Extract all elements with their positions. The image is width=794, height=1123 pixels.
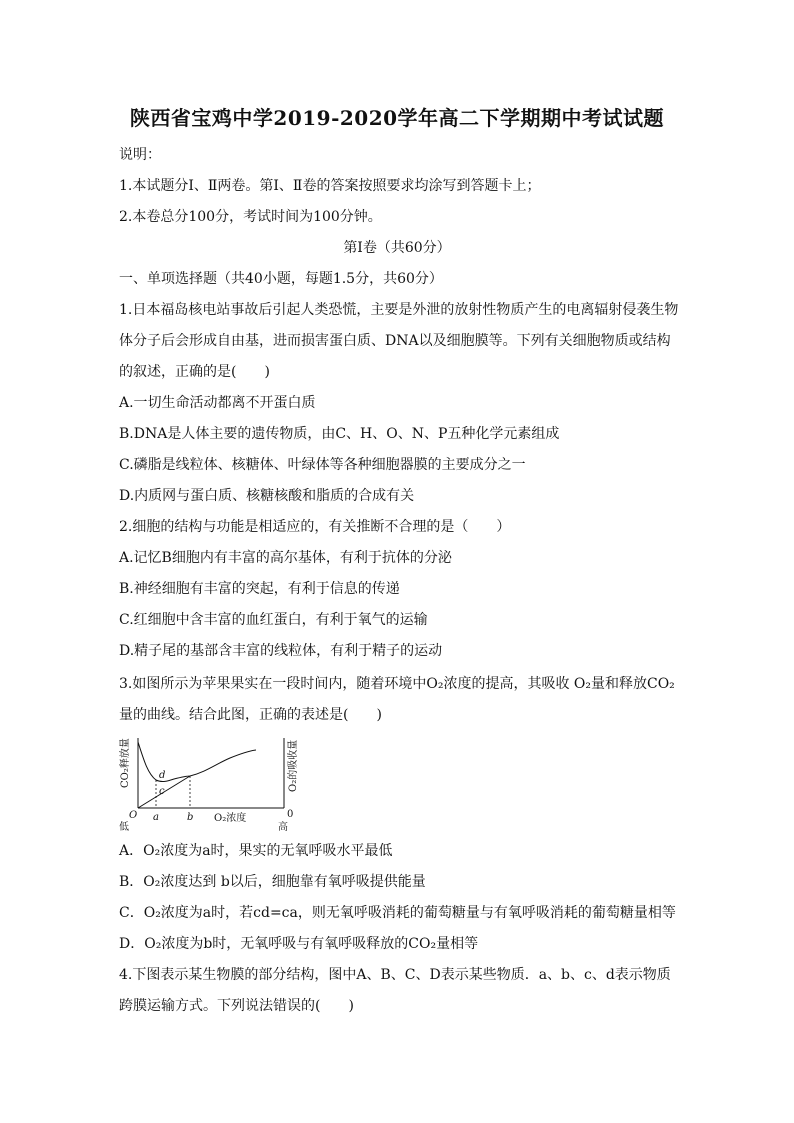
point-d-label: d — [159, 770, 166, 781]
question-1-stem-line-1: 1.日本福岛核电站事故后引起人类恐慌，主要是外泄的放射性物质产生的电离辐射侵袭生物 — [119, 302, 679, 318]
question-3-option-b: B．O₂浓度达到 b以后，细胞靠有氧呼吸提供能量 — [119, 874, 426, 890]
question-3-option-a: A．O₂浓度为a时，果实的无氧呼吸水平最低 — [119, 843, 393, 859]
y-right-label: O₂的吸收量 — [288, 739, 299, 792]
question-1-stem-line-2: 体分子后会形成自由基，进而损害蛋白质、DNA以及细胞膜等。下列有关细胞物质或结构 — [119, 333, 671, 349]
question-3-stem-line-2: 量的曲线。结合此图，正确的表述是( ) — [119, 707, 382, 723]
point-a-label: a — [153, 812, 159, 823]
question-4-stem-line-2: 跨膜运输方式。下列说法错误的( ) — [119, 998, 354, 1014]
question-2-option-b: B.神经细胞有丰富的突起，有利于信息的传递 — [119, 581, 400, 597]
question-2-option-a: A.记忆B细胞内有丰富的高尔基体，有利于抗体的分泌 — [119, 550, 452, 566]
high-label: 高 — [278, 822, 288, 833]
question-3-stem-line-1: 3.如图所示为苹果果实在一段时间内，随着环境中O₂浓度的提高，其吸收 O₂量和释放CO₂ — [119, 676, 675, 692]
page-title: 陕西省宝鸡中学2019-2020学年高二下学期期中考试试题 — [129, 106, 665, 130]
point-c-label: c — [159, 786, 165, 797]
question-3-option-d: D．O₂浓度为b时，无氧呼吸与有氧呼吸释放的CO₂量相等 — [119, 936, 479, 952]
y-left-label: CO₂释放量 — [120, 738, 131, 788]
volume-heading: 第Ⅰ卷（共60分） — [343, 240, 451, 256]
low-label: 低 — [119, 822, 129, 833]
question-2-option-c: C.红细胞中含丰富的血红蛋白，有利于氧气的运输 — [119, 612, 428, 628]
instructions-header: 说明： — [119, 147, 161, 163]
instruction-item-2: 2.本卷总分100分，考试时间为100分钟。 — [119, 209, 382, 225]
question-1-option-b: B.DNA是人体主要的遗传物质，由C、H、O、N、P五种化学元素组成 — [119, 426, 560, 442]
question-1-option-a: A.一切生命活动都离不开蛋白质 — [119, 395, 316, 411]
question-4-stem-line-1: 4.下图表示某生物膜的部分结构，图中A、B、C、D表示某些物质．a、b、c、d表示物质 — [119, 967, 671, 983]
instruction-item-1: 1.本试题分Ⅰ、Ⅱ两卷。第Ⅰ、Ⅱ卷的答案按照要求均涂写到答题卡上； — [119, 178, 541, 194]
question-1-option-d: D.内质网与蛋白质、核糖核酸和脂质的合成有关 — [119, 488, 415, 504]
section-heading: 一、单项选择题（共40小题，每题1.5分，共60分） — [119, 271, 443, 287]
question-1-stem-line-3: 的叙述，正确的是( ) — [119, 364, 270, 380]
co2-release-curve — [138, 742, 256, 782]
right-origin-label: 0 — [287, 809, 294, 820]
question-1-option-c: C.磷脂是线粒体、核糖体、叶绿体等各种细胞器膜的主要成分之一 — [119, 457, 526, 473]
point-b-label: b — [187, 812, 194, 823]
question-3-option-c: C．O₂浓度为a时，若cd=ca，则无氧呼吸消耗的葡萄糖量与有氧呼吸消耗的葡萄糖量相等 — [119, 905, 676, 921]
origin-label: O — [129, 810, 138, 821]
question-2-stem: 2.细胞的结构与功能是相适应的，有关推断不合理的是（ ） — [119, 519, 511, 535]
respiration-graph — [116, 736, 299, 833]
question-2-option-d: D.精子尾的基部含丰富的线粒体，有利于精子的运动 — [119, 643, 443, 659]
x-axis-label: O₂浓度 — [214, 813, 247, 824]
